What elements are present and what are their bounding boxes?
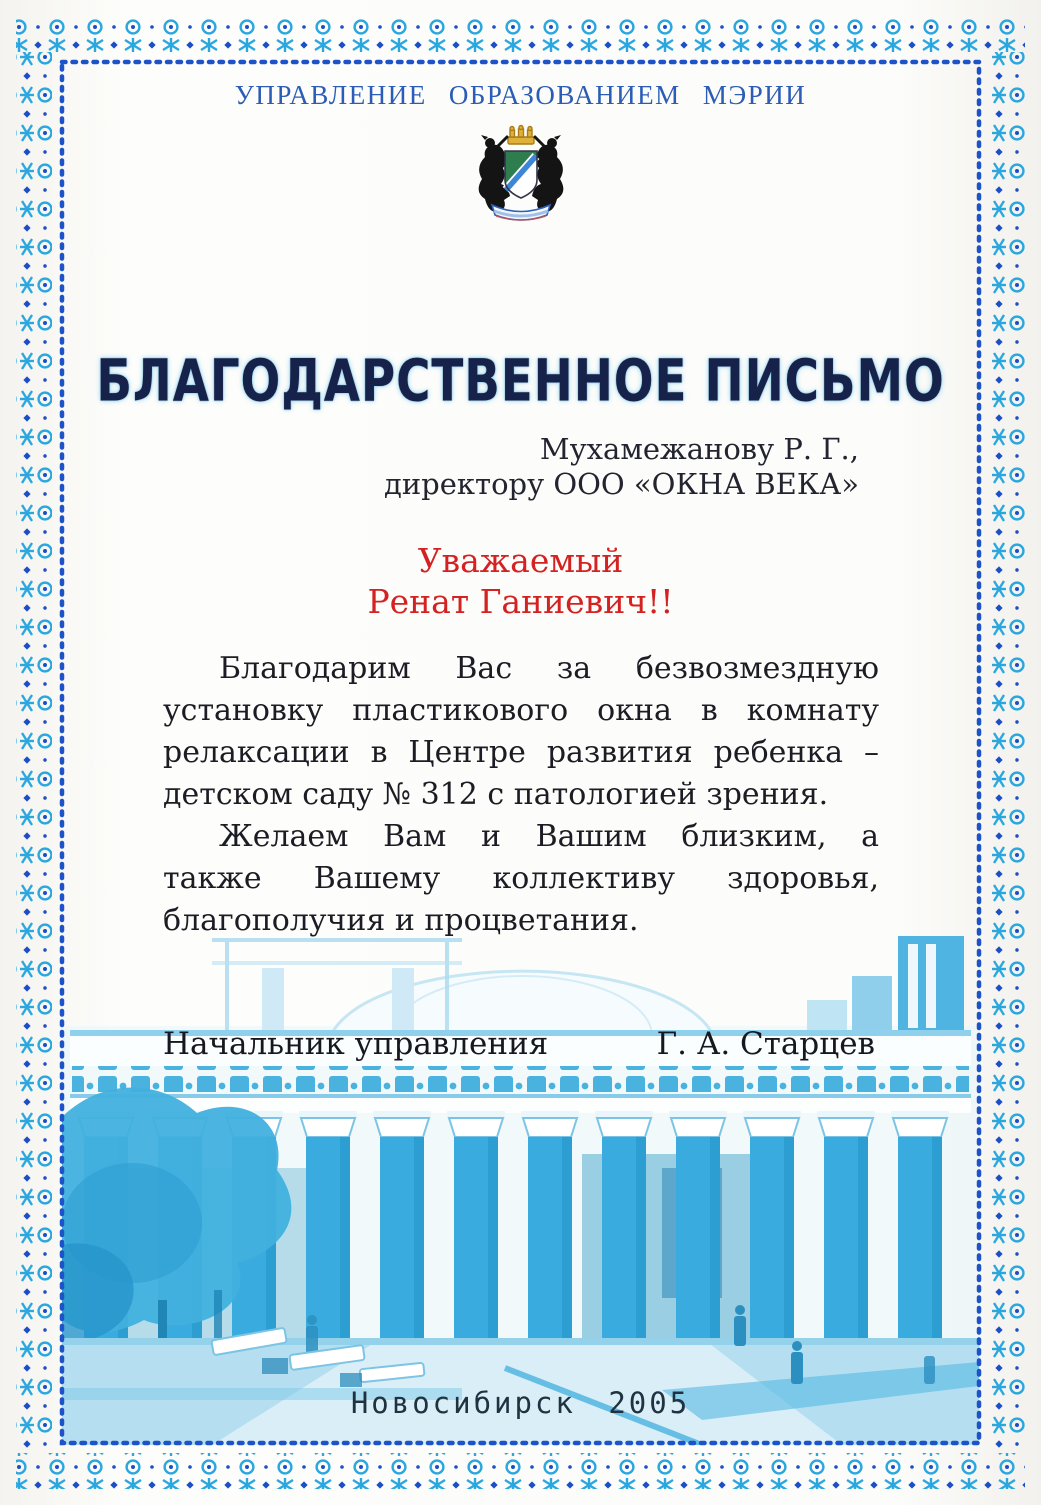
body-line: детском саду № 312 с патологией зрения. — [163, 777, 829, 812]
footer-city-year: Новосибирск 2005 — [350, 1386, 691, 1420]
signature-role: Начальник управления — [163, 1026, 549, 1062]
signature-row — [163, 1026, 875, 1062]
greeting-name: Ренат Ганиевич!! — [367, 582, 674, 621]
body-line: благополучия и процветания. — [163, 903, 639, 938]
signature-name: Г. А. Старцев — [656, 1026, 875, 1062]
body-text — [163, 648, 879, 942]
issuer-title: УПРАВЛЕНИЕ ОБРАЗОВАНИЕМ МЭРИИ — [234, 80, 807, 110]
certificate-title: БЛАГОДАРСТВЕННОЕ ПИСЬМО — [96, 348, 945, 416]
body-line: Желаем Вам и Вашим близким, а — [219, 819, 879, 854]
novosibirsk-emblem-icon — [465, 124, 577, 230]
addressee-role: директору ООО «ОКНА ВЕКА» — [384, 467, 859, 501]
coat-of-arms — [465, 124, 577, 235]
body-line: установку пластикового окна в комнату — [163, 693, 879, 728]
shield-icon — [505, 151, 537, 198]
greeting-block — [0, 540, 1041, 622]
crown-icon — [508, 126, 534, 145]
body-line: Благодарим Вас за безвозмездную — [219, 651, 879, 686]
body-line: релаксации в Центре развития ребенка – — [163, 735, 879, 770]
greeting-word: Уважаемый — [417, 541, 624, 580]
addressee-name: Мухамежанову Р. Г., — [539, 432, 859, 466]
body-line: также Вашему коллективу здоровья, — [163, 861, 879, 896]
addressee-block — [384, 432, 859, 502]
